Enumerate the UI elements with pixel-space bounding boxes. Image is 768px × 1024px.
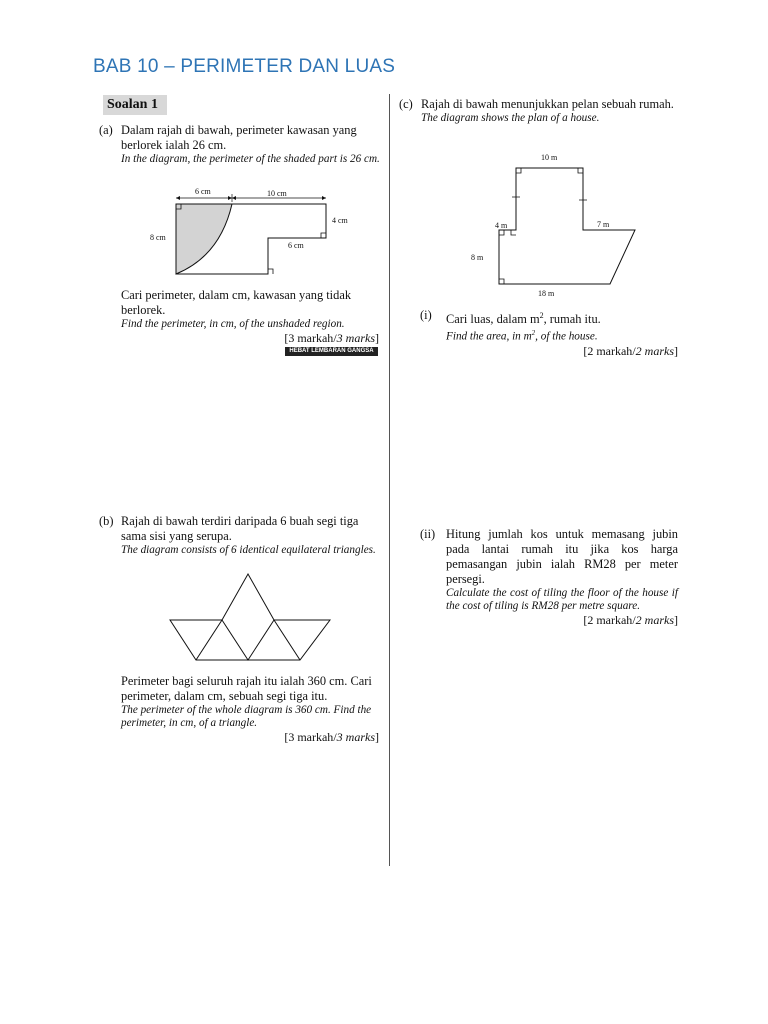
part-c-i-text-ms: Cari luas, dalam $m^2$, rumah itu. bbox=[446, 311, 601, 327]
part-b-question-en: The perimeter of the whole diagram is 360 cm. Find the perimeter, in cm, of a triangle. bbox=[121, 704, 372, 729]
label-left-step: 4 m bbox=[495, 221, 508, 230]
part-b-intro bbox=[99, 514, 384, 557]
part-c-i-label: (i) bbox=[420, 308, 432, 322]
part-b-text-ms: Rajah di bawah terdiri daripada 6 buah segi tiga sama sisi yang serupa. bbox=[121, 514, 359, 543]
part-a-label: (a) bbox=[99, 123, 113, 137]
part-c-ii-marks: [2 markah/2 marks] bbox=[583, 613, 678, 627]
part-c-ii-label: (ii) bbox=[420, 527, 436, 541]
label-top-right: 10 cm bbox=[267, 189, 287, 198]
label-left: 8 cm bbox=[150, 233, 166, 242]
part-b-marks: [3 markah/3 marks] bbox=[284, 730, 379, 744]
part-c-label: (c) bbox=[399, 97, 413, 111]
part-a-intro bbox=[99, 123, 384, 166]
part-b-question-ms: Perimeter bagi seluruh rajah itu ialah 360 cm. Cari perimeter, dalam cm, sebuah segi tiga itu. bbox=[121, 674, 372, 703]
part-a-question-ms: Cari perimeter, dalam cm, kawasan yang tidak berlorek. bbox=[121, 288, 352, 317]
column-divider bbox=[389, 94, 390, 866]
part-c-ii bbox=[420, 527, 678, 628]
label-bottom: 18 m bbox=[538, 289, 555, 298]
part-c-i-marks-ms: 2 markah bbox=[587, 343, 633, 358]
outer-outline bbox=[170, 574, 330, 660]
part-c-text-en: The diagram shows the plan of a house. bbox=[421, 112, 600, 124]
part-c-ii-marks-ms: 2 markah bbox=[587, 613, 633, 627]
shaded-region bbox=[176, 204, 232, 274]
source-badge: HEBAT LEMBARAN GANGSA bbox=[285, 347, 378, 356]
label-top: 10 m bbox=[541, 153, 558, 162]
label-middle: 6 cm bbox=[288, 241, 304, 250]
part-a-text-ms: Dalam rajah di bawah, perimeter kawasan yang berlorek ialah 26 cm. bbox=[121, 123, 357, 152]
part-a-text-en: In the diagram, the perimeter of the shaded part is 26 cm. bbox=[121, 153, 380, 165]
part-b-triangles-diagram bbox=[170, 574, 340, 664]
part-a-question-en: Find the perimeter, in cm, of the unshaded region. bbox=[121, 318, 345, 330]
part-a-diagram bbox=[150, 188, 350, 278]
part-b-marks-en: 3 marks bbox=[336, 730, 375, 744]
equal-length-ticks bbox=[512, 197, 587, 200]
right-angle-marks bbox=[499, 168, 583, 284]
part-c-i bbox=[420, 308, 678, 359]
chapter-title: BAB 10 – PERIMETER DAN LUAS bbox=[93, 56, 396, 77]
part-c-i-text-en: Find the area, in $m^2$, of the house. bbox=[446, 329, 598, 343]
part-c-ii-marks-en: 2 marks bbox=[635, 613, 674, 627]
label-right: 4 cm bbox=[332, 216, 348, 225]
part-c-intro bbox=[399, 97, 679, 125]
part-c-i-marks-en: 2 marks bbox=[635, 343, 674, 358]
part-a-question bbox=[121, 288, 379, 346]
part-c-ii-text-en: Calculate the cost of tiling the floor of the house if the cost of tiling is RM28 per metre square. bbox=[446, 587, 678, 612]
part-c-text-ms: Rajah di bawah menunjukkan pelan sebuah rumah. bbox=[421, 97, 674, 111]
label-top-left: 6 cm bbox=[195, 187, 211, 196]
label-left: 8 m bbox=[471, 253, 484, 262]
part-a-marks: [3 markah/3 marks] bbox=[284, 331, 379, 345]
triangle-lines bbox=[196, 620, 300, 660]
part-c-i-marks: [2 markah/2 marks] bbox=[583, 343, 678, 358]
part-b-label: (b) bbox=[99, 514, 114, 528]
part-b-question bbox=[121, 674, 379, 745]
question-number-label: Soalan 1 bbox=[103, 95, 167, 115]
part-a-marks-ms: 3 markah bbox=[288, 331, 334, 345]
label-right-step: 7 m bbox=[597, 220, 610, 229]
part-a-marks-en: 3 marks bbox=[336, 331, 375, 345]
part-c-ii-text-ms: Hitung jumlah kos untuk memasang jubin pada lantai rumah itu jika kos harga pemasangan jubin ialah RM28 per meter persegi. bbox=[446, 527, 678, 586]
part-b-marks-ms: 3 markah bbox=[288, 730, 334, 744]
part-b-text-en: The diagram consists of 6 identical equilateral triangles. bbox=[121, 544, 376, 556]
part-c-house-plan-diagram bbox=[465, 150, 665, 298]
house-outline bbox=[499, 168, 635, 284]
